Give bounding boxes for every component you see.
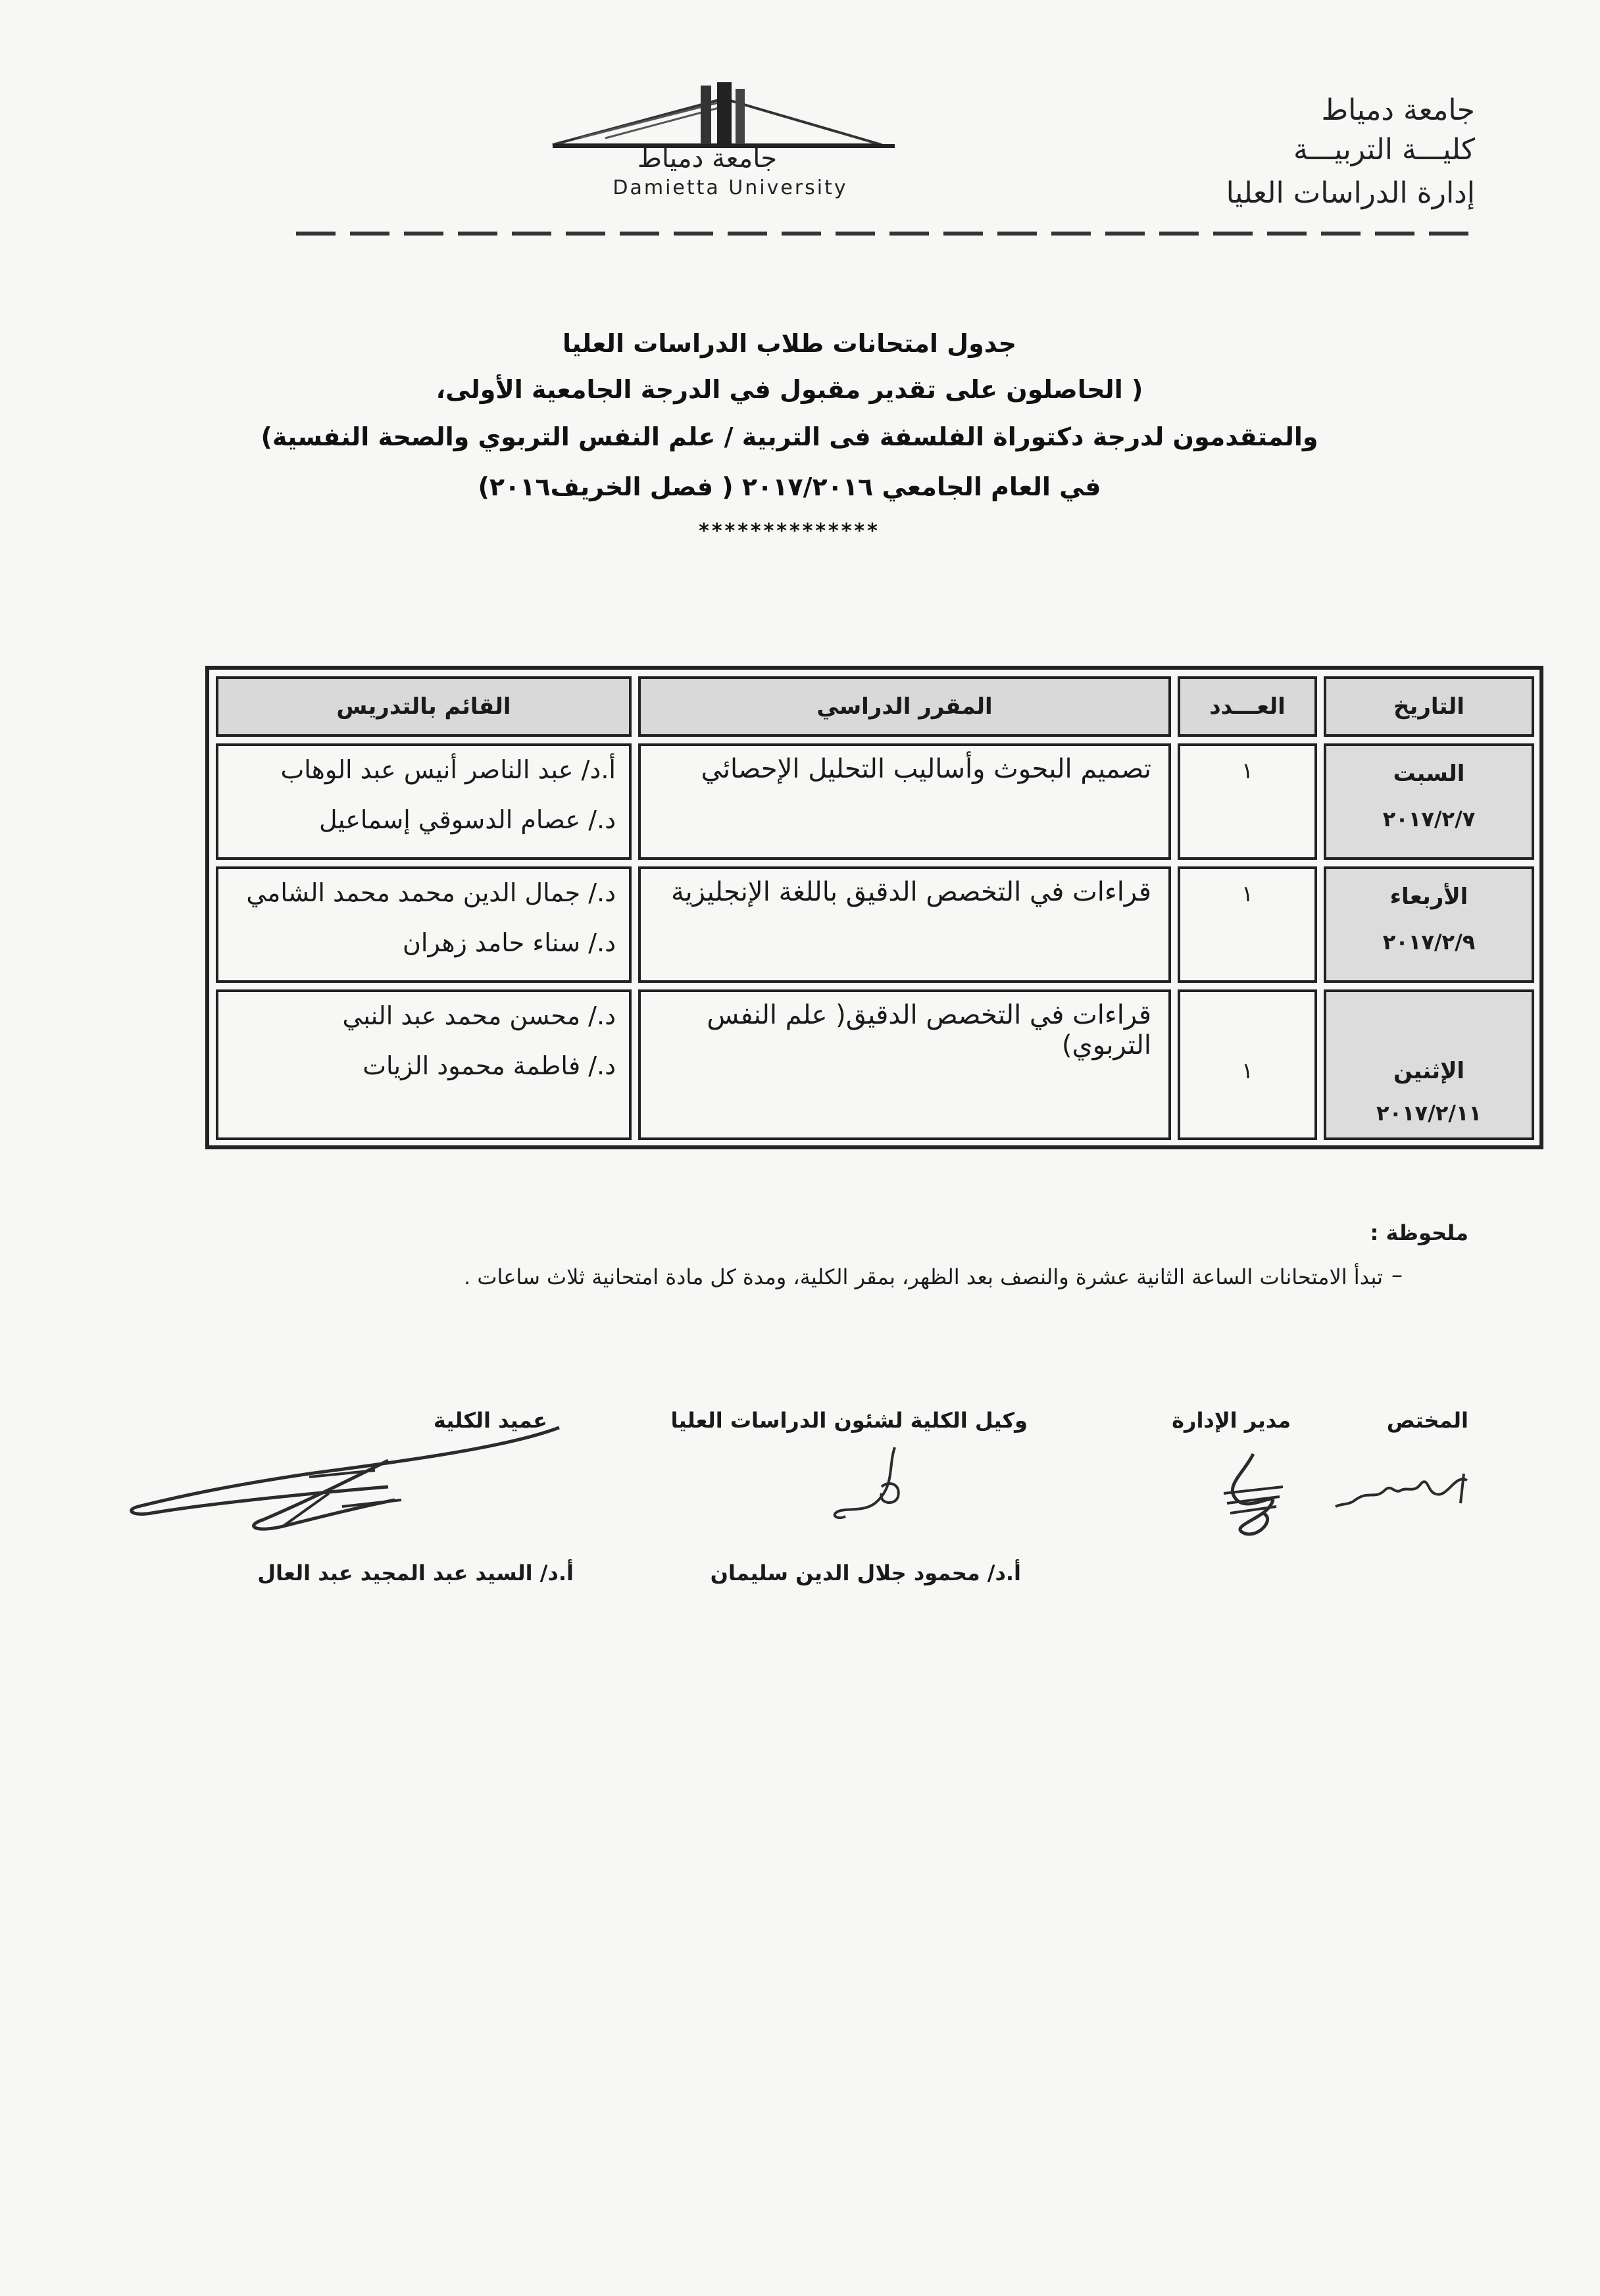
row-1-count [1178,743,1317,860]
row-2-count-value: ١ [1241,881,1254,907]
vice-dean-title: وكيل الكلية لشئون الدراسات العليا [670,1408,1028,1433]
row-3-course: قراءات في التخصص الدقيق( علم النفس التربوي) [638,989,1171,1140]
specialist-title: المختص [1386,1408,1468,1433]
vice-dean-name: أ.د/ محمود جلال الدين سليمان [710,1560,1021,1585]
table-row-2-date [1324,866,1534,983]
note-bullet: – [1391,1262,1403,1288]
header-course: المقرر الدراسي [638,676,1171,737]
row-1-date: ٢٠١٧/٢/٧ [1382,807,1476,832]
row-1-instructors [216,743,632,860]
row-2-day: الأربعاء [1389,884,1468,910]
header-instructor: القائم بالتدريس [216,676,632,737]
row-3-count [1178,989,1317,1140]
row-1-instructor-2: د./ عصام الدسوقي إسماعيل [318,805,616,834]
department-name: إدارة الدراسات العليا [1226,176,1475,210]
row-2-count [1178,866,1317,983]
title-line-3: والمتقدمون لدرجة دكتوراة الفلسفة فى التربية / علم النفس التربوي والصحة النفسية) [261,422,1318,451]
university-name: جامعة دمياط [1321,93,1475,127]
faculty-name: كليـــة التربيـــة [1293,133,1475,166]
vice-dean-signature [816,1441,921,1526]
row-1-day: السبت [1393,761,1465,787]
header-count: العـــدد [1178,676,1317,737]
table-row-3-date [1324,989,1534,1140]
title-stars: ************** [699,520,880,543]
row-3-date: ٢٠١٧/٢/١١ [1376,1101,1482,1126]
exam-schedule-table [205,666,1543,1149]
header-date: التاريخ [1324,676,1534,737]
row-2-instructors [216,866,632,983]
row-2-date: ٢٠١٧/٢/٩ [1382,930,1476,955]
title-line-1: جدول امتحانات طلاب الدراسات العليا [562,329,1017,358]
dean-title: عميد الكلية [433,1408,547,1433]
header-divider [296,232,1480,236]
specialist-signature [1329,1454,1474,1533]
row-3-instructors [216,989,632,1140]
row-2-instructor-1: د./ جمال الدين محمد محمد الشامي [246,878,616,907]
table-row-1-date [1324,743,1534,860]
row-1-course: تصميم البحوث وأساليب التحليل الإحصائي [638,743,1171,860]
row-1-count-value: ١ [1241,758,1254,784]
row-2-course: قراءات في التخصص الدقيق باللغة الإنجليزية [638,866,1171,983]
admin-manager-signature [1197,1447,1309,1546]
row-3-instructor-2: د./ فاطمة محمود الزيات [362,1051,616,1080]
row-3-day: الإثنين [1393,1058,1465,1084]
title-line-4: في العام الجامعي ٢٠١٧/٢٠١٦ ( فصل الخريف٢٠١٦) [478,472,1101,501]
logo-english-text: Damietta University [612,176,848,199]
note-text: تبدأ الامتحانات الساعة الثانية عشرة والنصف بعد الظهر، بمقر الكلية، ومدة كل مادة امتحانية ثلاث ساعات . [464,1264,1383,1289]
admin-manager-title: مدير الإدارة [1172,1408,1291,1433]
row-2-instructor-2: د./ سناء حامد زهران [403,928,616,957]
dean-signature [112,1421,572,1553]
university-logo [526,72,934,204]
row-3-instructor-1: د./ محسن محمد عبد النبي [342,1001,616,1030]
row-1-instructor-1: أ.د/ عبد الناصر أنيس عبد الوهاب [280,755,616,784]
note-label: ملحوظة : [1370,1220,1468,1245]
logo-arabic-text: جامعة دمياط [637,143,778,174]
title-line-2: ( الحاصلون على تقدير مقبول في الدرجة الجامعية الأولى، [436,375,1143,404]
dean-name: أ.د/ السيد عبد المجيد عبد العال [257,1560,574,1585]
row-3-count-value: ١ [1241,1058,1254,1084]
